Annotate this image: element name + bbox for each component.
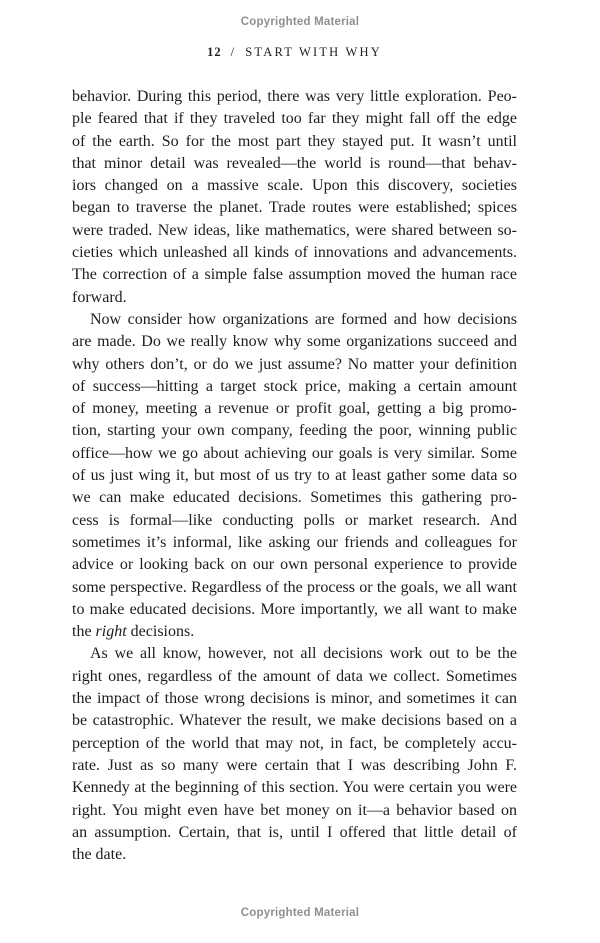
italic-word: right: [95, 623, 127, 641]
body-text: [72, 86, 517, 866]
text-line: As we all know, however, not all decisions work out to be the: [90, 645, 517, 663]
text-line: right ones, regardless of the amount of data we collect. Sometimes: [72, 667, 517, 685]
text-line: of us just wing it, but most of us try to at least gather some data so: [72, 467, 517, 485]
text-line: that minor detail was revealed—the world is round—that behav-: [72, 154, 517, 172]
text-line: Kennedy at the beginning of this section. You were certain you were: [72, 779, 517, 797]
text-line: cess is formal—like conducting polls or market research. And: [72, 511, 517, 529]
text-line: [72, 621, 517, 643]
paragraph: [72, 309, 517, 643]
text-line: forward.: [72, 288, 127, 306]
running-header: [72, 45, 517, 60]
text-line: iors changed on a massive scale. Upon this discovery, societies: [72, 177, 517, 195]
copyright-notice-top: Copyrighted Material: [240, 16, 360, 28]
text-line: the impact of those wrong decisions is minor, and sometimes it can: [72, 690, 517, 708]
text-line: rate. Just as so many were certain that I was describing John F.: [72, 756, 517, 774]
paragraph: [72, 643, 517, 866]
text-line: some perspective. Regardless of the process or the goals, we all want: [72, 578, 517, 596]
text-segment: decisions.: [126, 623, 195, 641]
text-line: be catastrophic. Whatever the result, we make decisions based on a: [72, 712, 517, 730]
text-line: we can make educated decisions. Sometimes this gathering pro-: [72, 489, 517, 507]
text-segment: the: [72, 623, 96, 641]
text-line: are made. Do we really know why some organizations succeed and: [72, 333, 517, 351]
paragraph: [72, 86, 517, 309]
text-line: Now consider how organizations are formed and how decisions: [90, 310, 517, 328]
page-number: 12: [207, 45, 222, 59]
text-line: tion, starting your own company, feeding the poor, winning public: [72, 422, 517, 440]
text-line: the date.: [72, 846, 127, 864]
text-line: of success—hitting a target stock price, making a certain amount: [72, 377, 517, 395]
text-line: sometimes it’s informal, like asking our friends and colleagues for: [72, 533, 517, 551]
chapter-title: START WITH WHY: [245, 45, 382, 59]
text-line: of money, meeting a revenue or profit goal, getting a big promo-: [72, 400, 517, 418]
text-line: cieties which unleashed all kinds of innovations and advancements.: [72, 244, 517, 262]
text-line: right. You might even have bet money on it—a behavior based on: [72, 801, 517, 819]
header-separator: /: [230, 45, 237, 59]
text-line: perception of the world that may not, in fact, be completely accu-: [72, 734, 517, 752]
text-line: were traded. New ideas, like mathematics, were shared between so-: [72, 221, 517, 239]
text-line: behavior. During this period, there was very little exploration. Peo-: [72, 88, 517, 105]
text-line: to make educated decisions. More importantly, we all want to make: [72, 600, 517, 618]
text-line: office—how we go about achieving our goals is very similar. Some: [72, 444, 517, 462]
text-line: began to traverse the planet. Trade routes were established; spices: [72, 199, 517, 217]
text-line: ple feared that if they traveled too far they might fall off the edge: [72, 110, 517, 128]
text-line: The correction of a simple false assumption moved the human race: [72, 266, 517, 284]
text-line: advice or looking back on our own personal experience to provide: [72, 556, 517, 574]
copyright-notice-bottom: Copyrighted Material: [240, 907, 360, 919]
text-line: why others don’t, or do we just assume? No matter your definition: [72, 355, 517, 373]
text-line: an assumption. Certain, that is, until I offered that little detail of: [72, 823, 517, 841]
text-line: of the earth. So for the most part they stayed put. It wasn’t until: [72, 132, 517, 150]
